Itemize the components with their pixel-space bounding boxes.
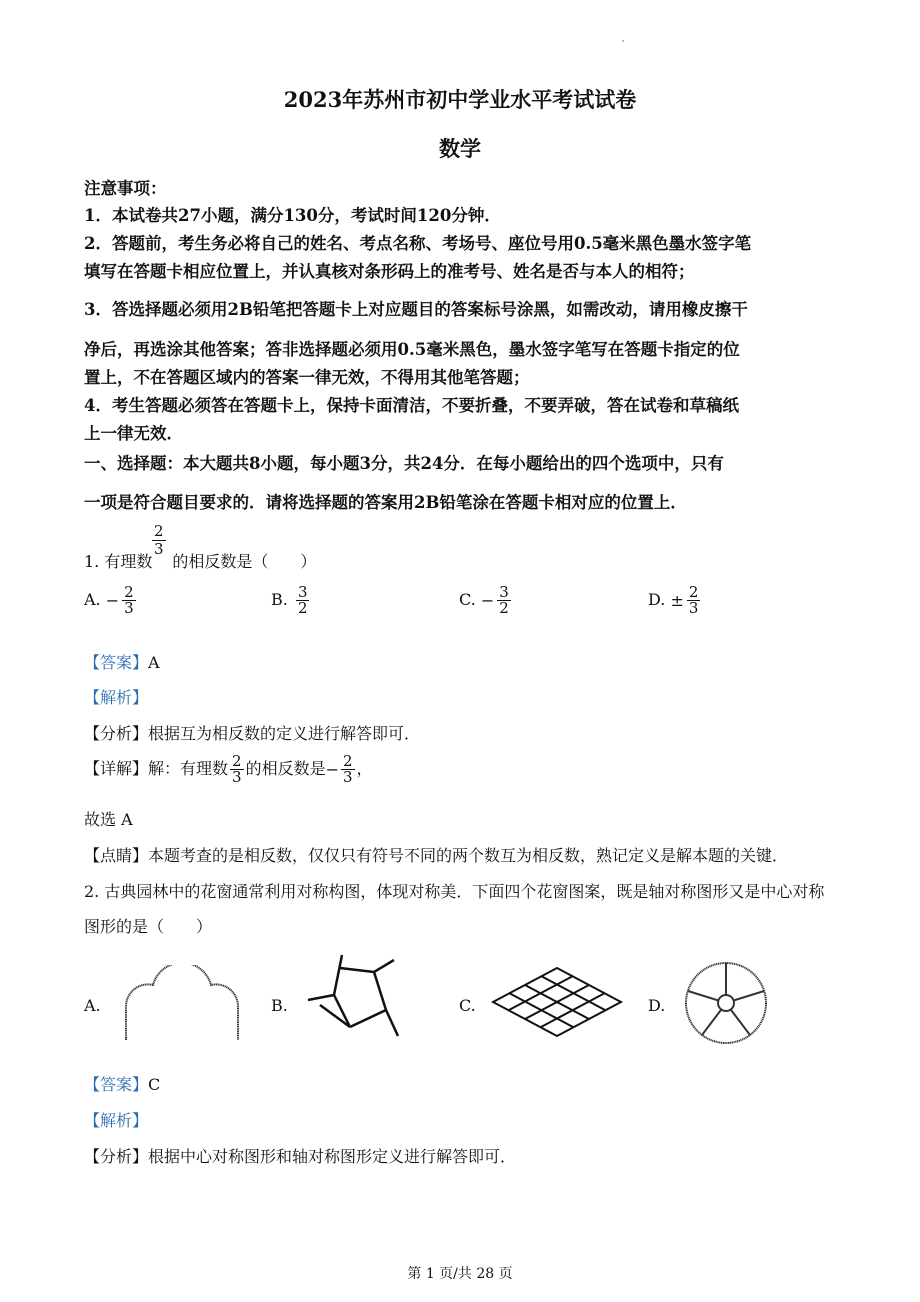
q2-option-a-label: A.	[84, 996, 101, 1015]
notice-heading: 注意事项：	[84, 179, 167, 198]
plum-flower-figure	[678, 957, 774, 1047]
pinwheel-pentagon-figure	[302, 950, 412, 1040]
q1-option-a: A. − $\frac{2}{3}$	[84, 583, 134, 617]
q1-option-c: C. − $\frac{3}{2}$	[459, 583, 509, 617]
notice-item: 净后，再选涂其他答案；答非选择题必须用0.5毫米黑色，墨水签字笔写在答题卡指定的位	[84, 340, 740, 359]
q1-answer: 【答案】A	[84, 653, 160, 672]
q2-fenxi: 【分析】根据中心对称图形和轴对称图形定义进行解答即可．	[84, 1147, 517, 1166]
q1-stem-prefix: 1. 有理数	[84, 552, 153, 571]
q1-comment: 【点睛】本题考查的是相反数，仅仅只有符号不同的两个数互为相反数，熟记定义是解本题的关键．	[84, 846, 789, 865]
q2-option-c-label: C.	[459, 996, 476, 1015]
exam-title: 2023年苏州市初中学业水平考试试卷	[283, 87, 637, 112]
q2-stem: 图形的是（ ）	[84, 917, 213, 936]
q2-answer: 【答案】C	[84, 1075, 161, 1094]
q2-stem: 2. 古典园林中的花窗通常利用对称构图，体现对称美．下面四个花窗图案，既是轴对称图形又是中心对称	[84, 882, 825, 901]
notice-item: 置上，不在答题区域内的答案一律无效，不得用其他笔答题；	[84, 368, 530, 387]
q1-choose: 故选 A	[84, 810, 133, 829]
q1-fenxi: 【分析】根据互为相反数的定义进行解答即可．	[84, 724, 421, 743]
notice-item: 4．考生答题必须答在答题卡上，保持卡面清洁，不要折叠，不要弄破，答在试卷和草稿纸	[84, 396, 739, 415]
q1-stem-suffix: 的相反数是（ ）	[172, 552, 317, 571]
q1-stem-fraction: $\frac{2}{3}$	[154, 522, 164, 558]
q2-option-d-label: D.	[648, 996, 666, 1015]
notice-item: 上一律无效．	[84, 424, 183, 443]
q2-option-b-label: B.	[271, 996, 288, 1015]
q1-stem	[84, 549, 316, 572]
section-heading: 一项是符合题目要求的．请将选择题的答案用2B铅笔涂在答题卡相对应的位置上．	[84, 493, 687, 512]
q1-option-d: D. ± $\frac{2}{3}$	[648, 583, 699, 617]
notice-item: 1．本试卷共27小题，满分130分，考试时间120分钟．	[84, 206, 501, 225]
notice-item: 2．答题前，考生务必将自己的姓名、考点名称、考场号、座位号用0.5毫米黑色墨水签字笔	[84, 234, 752, 253]
cloud-arch-figure	[118, 965, 248, 1045]
diamond-lattice-figure	[490, 965, 625, 1040]
q1-detail: 【详解】解：有理数 $\frac{2}{3}$ 的相反数是− $\frac{2}{3}$ ，	[84, 752, 373, 786]
q1-option-b: B. $\frac{3}{2}$	[271, 583, 308, 617]
section-heading: 一、选择题：本大题共8小题，每小题3分，共24分．在每小题给出的四个选项中，只有	[84, 454, 724, 473]
q1-analysis-tag: 【解析】	[84, 688, 149, 707]
notice-item: 填写在答题卡相应位置上，并认真核对条形码上的准考号、姓名是否与本人的相符；	[84, 262, 695, 281]
notice-item: 3．答选择题必须用2B铅笔把答题卡上对应题目的答案标号涂黑，如需改动，请用橡皮擦干	[84, 300, 748, 319]
subject-title: 数学	[439, 136, 481, 161]
q2-analysis-tag: 【解析】	[84, 1111, 149, 1130]
page-footer: 第 1 页/共 28 页	[407, 1266, 513, 1282]
scan-speck	[622, 40, 624, 42]
